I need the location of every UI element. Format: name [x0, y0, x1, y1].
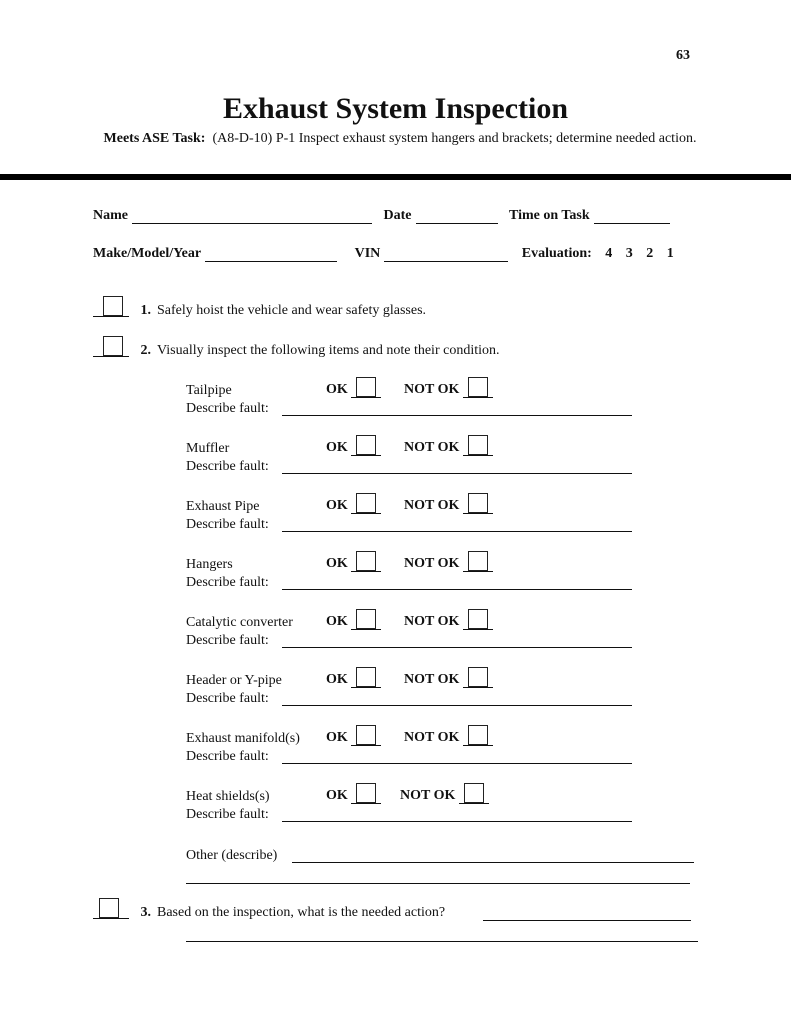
describe-fault-field[interactable] — [282, 415, 632, 416]
not-ok-checkbox[interactable] — [463, 377, 493, 398]
not-ok-option: NOT OK — [404, 551, 493, 572]
describe-fault-field[interactable] — [282, 589, 632, 590]
step-2-number: 2. — [140, 343, 151, 358]
time-on-task-label: Time on Task — [509, 208, 590, 223]
checkbox-icon — [468, 609, 488, 629]
describe-fault-label: Describe fault: — [186, 401, 269, 416]
inspection-item — [186, 557, 646, 597]
checkbox-icon — [356, 493, 376, 513]
describe-fault-field[interactable] — [282, 531, 632, 532]
ok-checkbox[interactable] — [351, 435, 381, 456]
item-name: Muffler — [186, 441, 230, 456]
ok-option: OK — [326, 609, 381, 630]
item-name: Catalytic converter — [186, 615, 293, 630]
checkbox-icon — [356, 725, 376, 745]
inspection-item — [186, 789, 646, 829]
ok-option: OK — [326, 725, 381, 746]
name-label: Name — [93, 208, 128, 223]
other-describe-field-line-2[interactable] — [186, 883, 690, 884]
inspection-item — [186, 499, 646, 539]
item-name: Hangers — [186, 557, 233, 572]
ok-option: OK — [326, 667, 381, 688]
header-row-2 — [93, 246, 674, 262]
ok-option: OK — [326, 551, 381, 572]
checkbox-icon — [356, 667, 376, 687]
describe-fault-label: Describe fault: — [186, 807, 269, 822]
checkbox-icon — [103, 296, 123, 316]
not-ok-checkbox[interactable] — [459, 783, 489, 804]
ok-checkbox[interactable] — [351, 377, 381, 398]
needed-action-field-line-2[interactable] — [186, 941, 698, 942]
not-ok-option: NOT OK — [404, 435, 493, 456]
checkbox-icon — [468, 493, 488, 513]
describe-fault-label: Describe fault: — [186, 459, 269, 474]
ok-checkbox[interactable] — [351, 725, 381, 746]
other-describe-label: Other (describe) — [186, 848, 278, 863]
checkbox-icon — [356, 783, 376, 803]
inspection-item — [186, 615, 646, 655]
step-3-checkbox[interactable] — [93, 898, 129, 919]
name-field[interactable] — [132, 209, 372, 224]
page-number: 63 — [676, 48, 690, 63]
inspection-item — [186, 441, 646, 481]
ok-option: OK — [326, 435, 381, 456]
date-field[interactable] — [416, 209, 498, 224]
inspection-item — [186, 383, 646, 423]
ok-option: OK — [326, 783, 381, 804]
other-describe-field[interactable] — [292, 862, 694, 863]
not-ok-checkbox[interactable] — [463, 609, 493, 630]
divider-rule — [0, 174, 791, 180]
ok-checkbox[interactable] — [351, 493, 381, 514]
task-label: Meets ASE Task: — [103, 131, 206, 146]
step-3-number: 3. — [140, 905, 151, 920]
not-ok-option: NOT OK — [404, 725, 493, 746]
not-ok-checkbox[interactable] — [463, 725, 493, 746]
step-1 — [93, 296, 426, 317]
describe-fault-field[interactable] — [282, 821, 632, 822]
item-name: Exhaust Pipe — [186, 499, 260, 514]
page-title: Exhaust System Inspection — [222, 92, 569, 125]
describe-fault-field[interactable] — [282, 647, 632, 648]
evaluation-score-4[interactable]: 4 — [605, 246, 613, 261]
evaluation-label: Evaluation: — [521, 246, 592, 261]
step-3 — [93, 898, 445, 919]
vin-label: VIN — [354, 246, 381, 261]
not-ok-option: NOT OK — [404, 667, 493, 688]
not-ok-checkbox[interactable] — [463, 667, 493, 688]
checkbox-icon — [356, 551, 376, 571]
step-2 — [93, 336, 500, 357]
checkbox-icon — [468, 667, 488, 687]
describe-fault-field[interactable] — [282, 473, 632, 474]
ok-option: OK — [326, 493, 381, 514]
ok-checkbox[interactable] — [351, 551, 381, 572]
checkbox-icon — [468, 551, 488, 571]
checkbox-icon — [103, 336, 123, 356]
not-ok-option: NOT OK — [400, 783, 489, 804]
item-name: Heat shields(s) — [186, 789, 270, 804]
not-ok-checkbox[interactable] — [463, 493, 493, 514]
describe-fault-label: Describe fault: — [186, 517, 269, 532]
evaluation-score-3[interactable]: 3 — [625, 246, 633, 261]
evaluation-score-2[interactable]: 2 — [646, 246, 654, 261]
not-ok-option: NOT OK — [404, 377, 493, 398]
checkbox-icon — [356, 609, 376, 629]
date-label: Date — [383, 208, 412, 223]
item-name: Header or Y-pipe — [186, 673, 282, 688]
checkbox-icon — [464, 783, 484, 803]
inspection-item — [186, 731, 646, 771]
checkbox-icon — [356, 377, 376, 397]
describe-fault-label: Describe fault: — [186, 633, 269, 648]
checkbox-icon — [99, 898, 119, 918]
item-name: Exhaust manifold(s) — [186, 731, 300, 746]
evaluation-score-1[interactable]: 1 — [666, 246, 674, 261]
describe-fault-label: Describe fault: — [186, 575, 269, 590]
header-row-1 — [93, 208, 674, 224]
task-text: (A8-D-10) P-1 Inspect exhaust system hangers and brackets; determine needed action. — [212, 131, 697, 146]
evaluation — [522, 246, 674, 261]
checkbox-icon — [468, 377, 488, 397]
ok-option: OK — [326, 377, 381, 398]
not-ok-option: NOT OK — [404, 609, 493, 630]
checkbox-icon — [468, 725, 488, 745]
step-2-checkbox[interactable] — [93, 336, 129, 357]
step-2-text: Visually inspect the following items and note their condition. — [157, 343, 500, 358]
inspection-item — [186, 673, 646, 713]
step-1-number: 1. — [140, 303, 151, 318]
step-3-text: Based on the inspection, what is the needed action? — [157, 905, 446, 920]
step-1-checkbox[interactable] — [93, 296, 129, 317]
ok-checkbox[interactable] — [351, 783, 381, 804]
make-model-year-label: Make/Model/Year — [93, 246, 202, 261]
describe-fault-label: Describe fault: — [186, 749, 269, 764]
not-ok-option: NOT OK — [404, 493, 493, 514]
time-on-task-field[interactable] — [594, 209, 670, 224]
ok-checkbox[interactable] — [351, 609, 381, 630]
vin-field[interactable] — [384, 247, 508, 262]
not-ok-checkbox[interactable] — [463, 435, 493, 456]
make-model-year-field[interactable] — [205, 247, 337, 262]
describe-fault-field[interactable] — [282, 763, 632, 764]
checkbox-icon — [356, 435, 376, 455]
step-1-text: Safely hoist the vehicle and wear safety glasses. — [157, 303, 427, 318]
describe-fault-field[interactable] — [282, 705, 632, 706]
item-name: Tailpipe — [186, 383, 232, 398]
needed-action-field[interactable] — [483, 920, 691, 921]
not-ok-checkbox[interactable] — [463, 551, 493, 572]
ase-task — [100, 129, 700, 149]
ok-checkbox[interactable] — [351, 667, 381, 688]
checkbox-icon — [468, 435, 488, 455]
describe-fault-label: Describe fault: — [186, 691, 269, 706]
